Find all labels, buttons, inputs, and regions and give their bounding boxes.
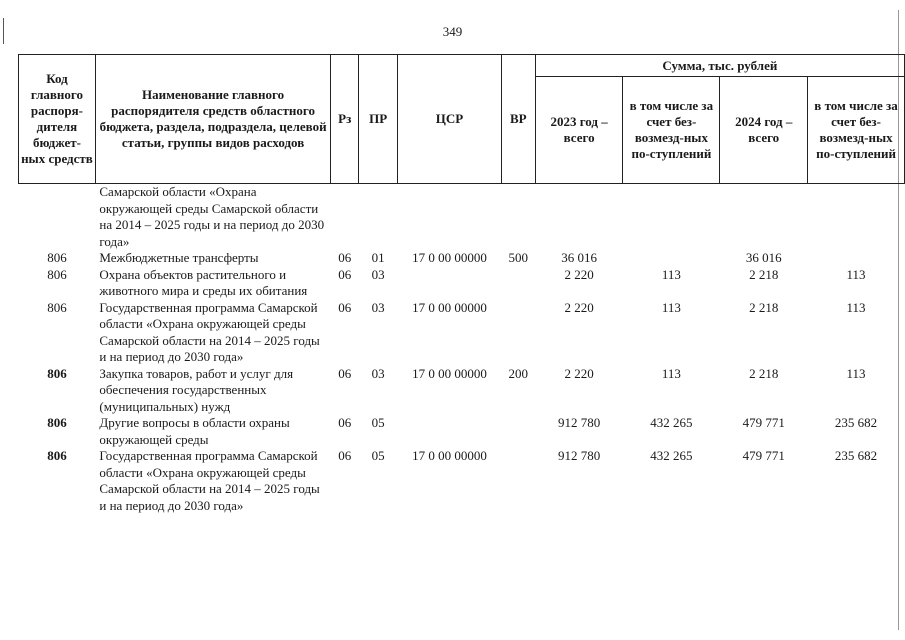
row-2023-total: 2 220 xyxy=(564,266,594,282)
row-csr: 17 0 00 00000 xyxy=(412,365,487,381)
table-body xyxy=(19,184,905,515)
row-2023-free xyxy=(623,250,720,267)
row-2024-free: 235 682 xyxy=(834,415,878,430)
row-pr: 03 xyxy=(371,365,385,381)
row-rz: 06 xyxy=(338,250,352,265)
row-2023-free: 432 265 xyxy=(650,448,693,463)
row-2023-total xyxy=(535,184,623,251)
row-pr: 05 xyxy=(371,448,385,463)
row-code: 806 xyxy=(47,266,67,282)
row-rz: 06 xyxy=(338,365,352,381)
row-rz: 06 xyxy=(338,266,352,282)
row-2024-total: 479 771 xyxy=(742,448,785,463)
row-name: Государственная программа Самарской области «Охрана окружающей среды Самарской области на 2014 – 2025 годы и на период до 2030 года» xyxy=(99,299,320,364)
row-name: Охрана объектов растительного и животного мира и среды их обитания xyxy=(99,266,308,298)
page-number: 349 xyxy=(442,24,463,39)
row-2024-free: 235 682 xyxy=(834,448,878,463)
row-2024-total: 479 771 xyxy=(742,415,785,430)
row-vr xyxy=(501,267,535,300)
row-vr xyxy=(501,184,535,251)
row-2023-free: 113 xyxy=(661,365,681,381)
row-2024-total: 2 218 xyxy=(749,365,779,381)
row-pr: 03 xyxy=(371,266,385,282)
row-code: 806 xyxy=(47,415,67,430)
row-pr: 01 xyxy=(371,250,385,265)
header-2023-total: 2023 год – всего xyxy=(535,77,623,184)
budget-table xyxy=(18,54,905,514)
row-code: 806 xyxy=(47,365,67,381)
row-name: Государственная программа Самарской области «Охрана окружающей среды Самарской области на 2014 – 2025 годы и на период до 2030 года» xyxy=(99,448,320,513)
row-rz xyxy=(331,184,359,251)
table-row xyxy=(19,267,905,300)
table-row xyxy=(19,448,905,514)
table-row xyxy=(19,250,905,267)
row-2024-total: 2 218 xyxy=(749,299,779,315)
row-2023-total: 912 780 xyxy=(557,415,601,430)
row-2024-free xyxy=(808,250,905,267)
row-csr: 17 0 00 00000 xyxy=(412,448,487,463)
row-2024-total: 2 218 xyxy=(749,266,779,282)
header-rz: Рз xyxy=(331,55,359,184)
header-2023-free: в том числе за счет без-возмезд-ных по-ступлений xyxy=(623,77,720,184)
row-csr: 17 0 00 00000 xyxy=(412,299,487,315)
table-row xyxy=(19,366,905,416)
row-2024-free: 113 xyxy=(846,365,866,381)
row-vr xyxy=(501,300,535,366)
row-code: 806 xyxy=(47,299,67,315)
header-code: Код главного распоря-дителя бюджет-ных средств xyxy=(19,55,96,184)
row-csr xyxy=(398,415,502,448)
header-2024-free: в том числе за счет без-возмезд-ных по-ступлений xyxy=(808,77,905,184)
row-pr: 03 xyxy=(371,299,385,315)
table-row xyxy=(19,184,905,251)
table-row xyxy=(19,415,905,448)
table-header xyxy=(19,55,905,184)
row-rz: 06 xyxy=(338,415,352,430)
row-2023-free: 113 xyxy=(661,266,681,282)
row-csr: 17 0 00 00000 xyxy=(412,250,487,265)
row-vr: 200 xyxy=(508,365,529,381)
header-csr: ЦСР xyxy=(398,55,502,184)
row-vr: 500 xyxy=(508,250,529,265)
row-name: Самарской области «Охрана окружающей среды Самарской области на 2014 – 2025 годы и на период до 2030 года» xyxy=(99,184,325,249)
header-sum-group: Сумма, тыс. рублей xyxy=(535,55,904,77)
row-name: Другие вопросы в области охраны окружающей среды xyxy=(99,415,290,447)
row-2024-free: 113 xyxy=(846,266,866,282)
row-2023-total: 2 220 xyxy=(564,365,594,381)
row-vr xyxy=(501,448,535,514)
row-csr xyxy=(398,184,502,251)
row-2024-total: 36 016 xyxy=(745,250,782,265)
header-name: Наименование главного распорядителя средств областного бюджета, раздела, подраздела, целевой статьи, группы видов расходов xyxy=(95,55,330,184)
row-name: Закупка товаров, работ и услуг для обеспечения государственных (муниципальных) нужд xyxy=(99,365,294,414)
row-vr xyxy=(501,415,535,448)
row-2023-free: 432 265 xyxy=(650,415,693,430)
row-2024-free xyxy=(808,184,905,251)
header-pr: ПР xyxy=(359,55,398,184)
row-2024-total xyxy=(720,184,808,251)
row-rz: 06 xyxy=(338,448,352,463)
row-code: 806 xyxy=(47,250,67,265)
row-2024-free: 113 xyxy=(846,299,866,315)
row-2023-free: 113 xyxy=(661,299,681,315)
row-2023-total: 2 220 xyxy=(564,299,594,315)
row-code: 806 xyxy=(47,448,67,463)
header-2024-total: 2024 год – всего xyxy=(720,77,808,184)
row-name: Межбюджетные трансферты xyxy=(99,250,259,265)
table-row xyxy=(19,300,905,366)
header-vr: ВР xyxy=(501,55,535,184)
row-2023-total: 36 016 xyxy=(561,250,597,265)
row-2023-total: 912 780 xyxy=(557,448,601,463)
row-pr: 05 xyxy=(371,415,385,430)
row-pr xyxy=(359,184,398,251)
row-csr xyxy=(398,267,502,300)
row-code xyxy=(19,184,96,251)
row-2023-free xyxy=(623,184,720,251)
row-rz: 06 xyxy=(338,299,352,315)
